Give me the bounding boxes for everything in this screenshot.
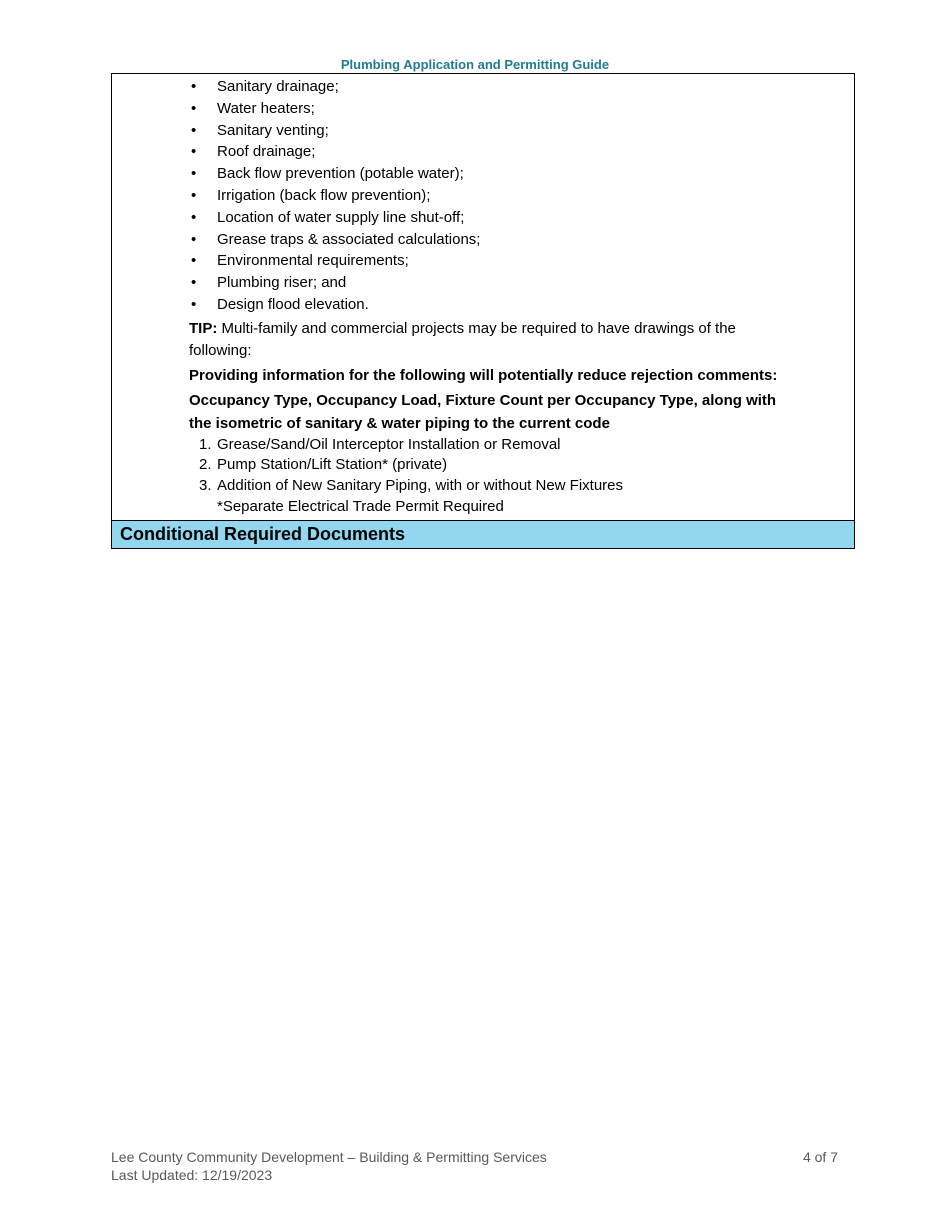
list-item bbox=[189, 163, 854, 185]
item-number: 2. bbox=[199, 456, 212, 474]
list-item-text: Grease traps & associated calculations; bbox=[217, 230, 481, 248]
numbered-list bbox=[189, 435, 854, 497]
list-item-text: Roof drainage; bbox=[217, 143, 316, 161]
conditional-documents-heading: Conditional Required Documents bbox=[112, 520, 854, 548]
numbered-item-text: Addition of New Sanitary Piping, with or without New Fixtures bbox=[217, 476, 624, 494]
bullet-icon: • bbox=[191, 121, 197, 139]
list-item bbox=[189, 76, 854, 98]
list-item bbox=[189, 207, 854, 229]
occupancy-note: Occupancy Type, Occupancy Load, Fixture Count per Occupancy Type, along with the isometric of sanitary & water piping to the current code bbox=[189, 391, 777, 432]
numbered-item bbox=[189, 476, 854, 497]
electrical-permit-footnote: *Separate Electrical Trade Permit Required bbox=[217, 498, 504, 516]
bullet-icon: • bbox=[191, 295, 197, 313]
page-number: 4 of 7 bbox=[802, 1149, 838, 1165]
content-table bbox=[111, 73, 855, 549]
numbered-item bbox=[189, 435, 854, 456]
list-item-text: Irrigation (back flow prevention); bbox=[217, 186, 431, 204]
bullet-icon: • bbox=[191, 208, 197, 226]
item-number: 3. bbox=[199, 476, 212, 494]
list-item-text: Back flow prevention (potable water); bbox=[217, 165, 464, 183]
list-item bbox=[189, 120, 854, 142]
list-item-text: Environmental requirements; bbox=[217, 252, 409, 270]
footer-organization: Lee County Community Development – Building & Permitting Services bbox=[111, 1149, 547, 1165]
list-item bbox=[189, 272, 854, 294]
bullet-icon: • bbox=[191, 165, 197, 183]
list-item-text: Water heaters; bbox=[217, 99, 315, 117]
footer-last-updated: Last Updated: 12/19/2023 bbox=[111, 1167, 273, 1183]
requirements-bullet-list bbox=[189, 76, 854, 316]
document-header-title: Plumbing Application and Permitting Guide bbox=[340, 57, 610, 72]
item-number: 1. bbox=[199, 435, 212, 453]
list-item bbox=[189, 294, 854, 316]
bullet-icon: • bbox=[191, 230, 197, 248]
page-footer bbox=[111, 1148, 838, 1184]
tip-text: Multi-family and commercial projects may be required to have drawings of the following: bbox=[189, 319, 736, 359]
list-item-text: Sanitary drainage; bbox=[217, 78, 339, 95]
bullet-icon: • bbox=[191, 252, 197, 270]
list-item bbox=[189, 229, 854, 251]
numbered-item bbox=[189, 455, 854, 476]
numbered-item-text: Pump Station/Lift Station* (private) bbox=[217, 456, 448, 474]
list-item-text: Plumbing riser; and bbox=[217, 274, 347, 292]
list-item-text: Location of water supply line shut-off; bbox=[217, 208, 465, 226]
rejection-note: Providing information for the following will potentially reduce rejection comments: bbox=[189, 366, 778, 384]
bullet-icon: • bbox=[191, 186, 197, 204]
bullet-icon: • bbox=[191, 143, 197, 161]
list-item bbox=[189, 141, 854, 163]
tip-paragraph bbox=[189, 318, 779, 362]
bullet-icon: • bbox=[191, 99, 197, 117]
tip-label: TIP: bbox=[189, 319, 218, 337]
list-item-text: Sanitary venting; bbox=[217, 121, 329, 139]
list-item bbox=[189, 185, 854, 207]
list-item bbox=[189, 98, 854, 120]
list-item bbox=[189, 250, 854, 272]
bullet-icon: • bbox=[191, 78, 197, 95]
numbered-item-text: Grease/Sand/Oil Interceptor Installation or Removal bbox=[217, 435, 561, 453]
content-cell bbox=[112, 74, 854, 520]
bullet-icon: • bbox=[191, 274, 197, 292]
list-item-text: Design flood elevation. bbox=[217, 295, 369, 313]
